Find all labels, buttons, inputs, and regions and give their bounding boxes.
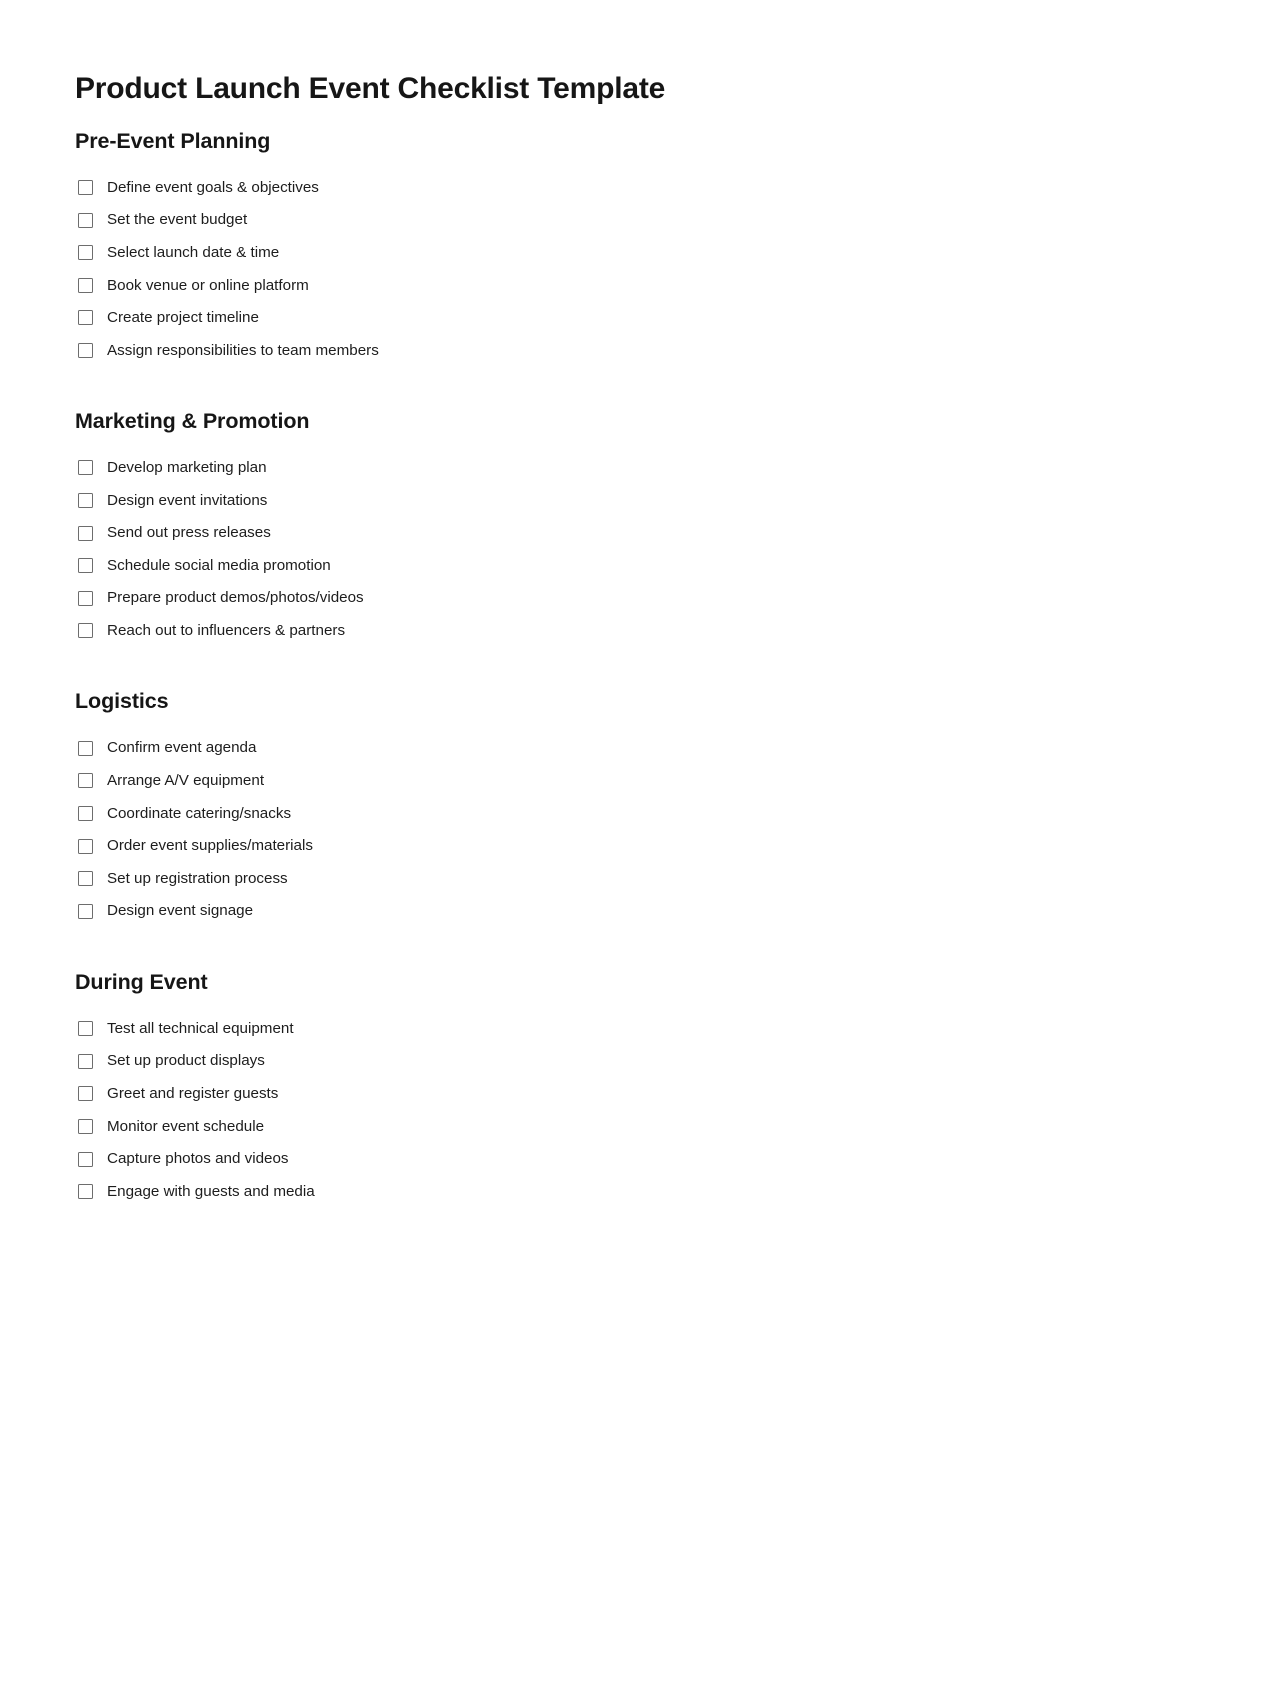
checklist-item-label: Define event goals & objectives — [107, 178, 319, 196]
section-heading: Pre-Event Planning — [75, 128, 271, 153]
page-title: Product Launch Event Checklist Template — [75, 72, 666, 105]
checkbox-icon[interactable] — [78, 904, 93, 919]
section-heading: During Event — [75, 969, 208, 994]
checklist-section — [75, 970, 1135, 1208]
checklist-item[interactable] — [75, 862, 1135, 895]
checklist-item[interactable] — [75, 484, 1135, 517]
checklist-item-label: Capture photos and videos — [107, 1150, 289, 1168]
checklist-item-label: Develop marketing plan — [107, 459, 267, 477]
section-heading: Logistics — [75, 689, 169, 714]
checklist-item-label: Prepare product demos/photos/videos — [107, 589, 364, 607]
checklist-item[interactable] — [75, 732, 1135, 765]
checklist-item-label: Book venue or online platform — [107, 276, 309, 294]
checkbox-icon[interactable] — [78, 839, 93, 854]
checkbox-icon[interactable] — [78, 1152, 93, 1167]
checklist-item-label: Arrange A/V equipment — [107, 772, 265, 790]
checklist-item[interactable] — [75, 171, 1135, 204]
checklist — [75, 171, 1135, 367]
checklist-item-label: Test all technical equipment — [107, 1019, 294, 1037]
checklist-item[interactable] — [75, 549, 1135, 582]
checklist-item[interactable] — [75, 302, 1135, 335]
checklist — [75, 1012, 1135, 1208]
checkbox-icon[interactable] — [78, 310, 93, 325]
checklist-item[interactable] — [75, 582, 1135, 615]
checkbox-icon[interactable] — [78, 1021, 93, 1036]
checklist-item[interactable] — [75, 236, 1135, 269]
checkbox-icon[interactable] — [78, 526, 93, 541]
checklist-item-label: Confirm event agenda — [107, 739, 257, 757]
checklist-item[interactable] — [75, 797, 1135, 830]
checkbox-icon[interactable] — [78, 1119, 93, 1134]
checklist-item[interactable] — [75, 895, 1135, 928]
checklist-item-label: Monitor event schedule — [107, 1117, 265, 1135]
checklist-section — [75, 689, 1135, 927]
checkbox-icon[interactable] — [78, 741, 93, 756]
checklist-item[interactable] — [75, 452, 1135, 485]
checklist-sections — [75, 129, 1135, 1208]
checklist-item[interactable] — [75, 1012, 1135, 1045]
checklist-item-label: Order event supplies/materials — [107, 837, 313, 855]
checklist-item-label: Coordinate catering/snacks — [107, 804, 292, 822]
checklist-item[interactable] — [75, 765, 1135, 798]
checklist-item-label: Set the event budget — [107, 211, 248, 229]
checklist-item-label: Select launch date & time — [107, 243, 280, 261]
checkbox-icon[interactable] — [78, 806, 93, 821]
checklist-item-label: Schedule social media promotion — [107, 556, 331, 574]
checkbox-icon[interactable] — [78, 591, 93, 606]
checkbox-icon[interactable] — [78, 871, 93, 886]
checkbox-icon[interactable] — [78, 213, 93, 228]
checklist-item[interactable] — [75, 615, 1135, 648]
checklist-item-label: Create project timeline — [107, 309, 259, 327]
checklist-item[interactable] — [75, 1143, 1135, 1176]
checklist-item[interactable] — [75, 517, 1135, 550]
checklist-item-label: Design event signage — [107, 902, 254, 920]
checklist-item[interactable] — [75, 830, 1135, 863]
checkbox-icon[interactable] — [78, 278, 93, 293]
checklist-item-label: Greet and register guests — [107, 1084, 279, 1102]
checklist-document — [75, 72, 1135, 1208]
checklist — [75, 452, 1135, 648]
checklist-item-label: Design event invitations — [107, 491, 268, 509]
checkbox-icon[interactable] — [78, 558, 93, 573]
checkbox-icon[interactable] — [78, 460, 93, 475]
checklist-item[interactable] — [75, 1175, 1135, 1208]
checklist — [75, 732, 1135, 928]
checkbox-icon[interactable] — [78, 343, 93, 358]
checklist-item-label: Send out press releases — [107, 524, 271, 542]
checklist-item[interactable] — [75, 1110, 1135, 1143]
checklist-item[interactable] — [75, 269, 1135, 302]
checklist-item-label: Assign responsibilities to team members — [107, 341, 379, 359]
checklist-item[interactable] — [75, 204, 1135, 237]
checklist-item[interactable] — [75, 1078, 1135, 1111]
checklist-item-label: Engage with guests and media — [107, 1182, 315, 1200]
checkbox-icon[interactable] — [78, 623, 93, 638]
checklist-item-label: Set up product displays — [107, 1052, 265, 1070]
checklist-section — [75, 409, 1135, 647]
section-heading: Marketing & Promotion — [75, 408, 310, 433]
checklist-item-label: Reach out to influencers & partners — [107, 622, 346, 640]
checklist-section — [75, 129, 1135, 367]
checkbox-icon[interactable] — [78, 773, 93, 788]
checkbox-icon[interactable] — [78, 180, 93, 195]
checkbox-icon[interactable] — [78, 1086, 93, 1101]
checkbox-icon[interactable] — [78, 493, 93, 508]
checklist-item-label: Set up registration process — [107, 869, 288, 887]
checkbox-icon[interactable] — [78, 245, 93, 260]
checklist-item[interactable] — [75, 334, 1135, 367]
checklist-item[interactable] — [75, 1045, 1135, 1078]
checkbox-icon[interactable] — [78, 1184, 93, 1199]
checkbox-icon[interactable] — [78, 1054, 93, 1069]
